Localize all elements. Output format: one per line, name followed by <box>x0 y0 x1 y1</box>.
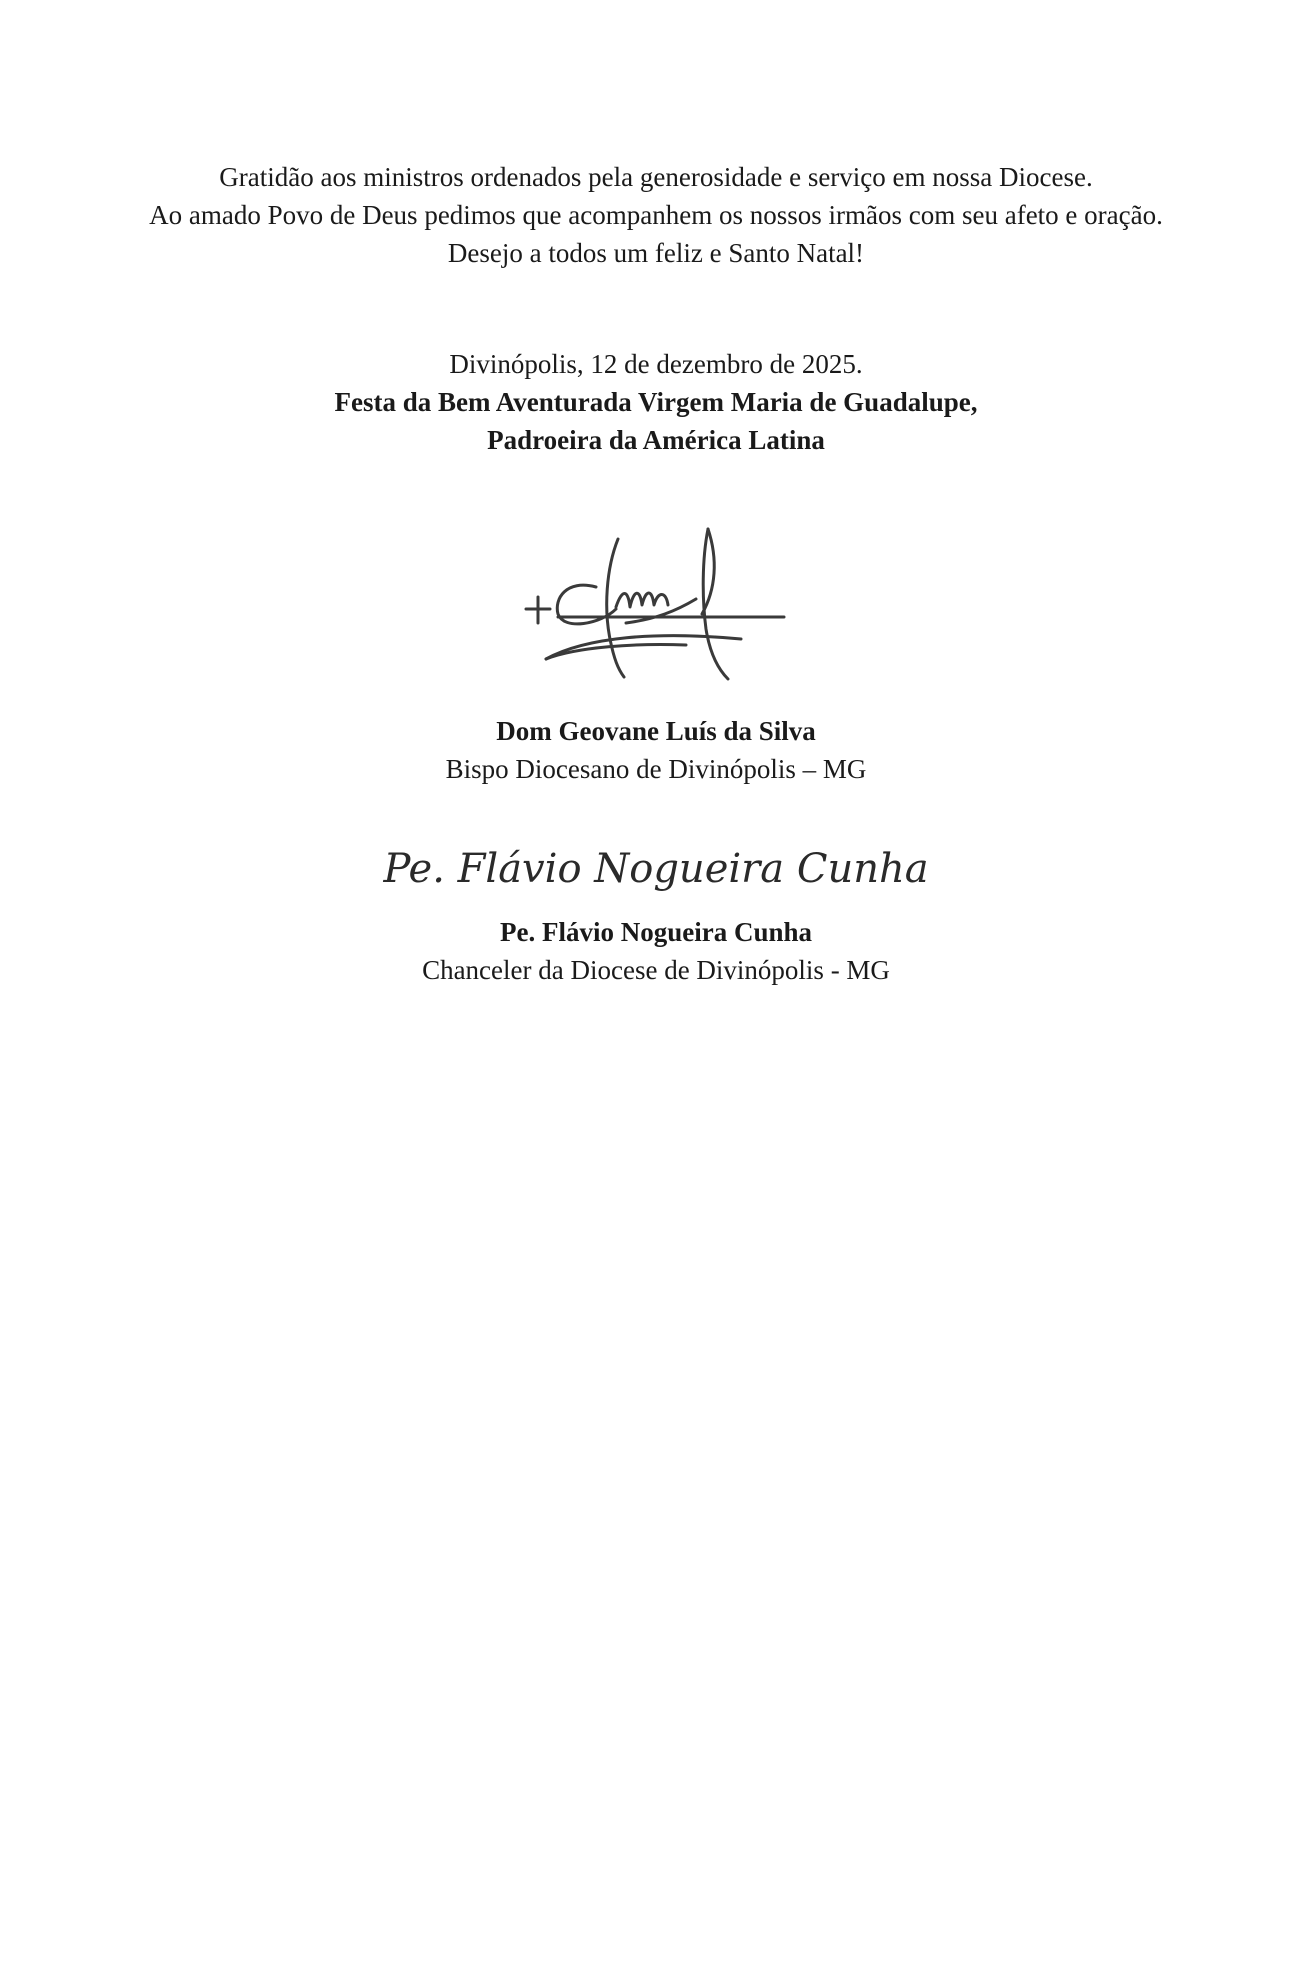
christmas-wish-line: Desejo a todos um feliz e Santo Natal! <box>447 238 865 268</box>
feast-title-line2: Padroeira da América Latina <box>487 425 825 455</box>
bishop-name: Dom Geovane Luís da Silva <box>496 716 816 746</box>
place-date: Divinópolis, 12 de dezembro de 2025. <box>449 349 863 379</box>
dateline-block <box>0 345 1312 459</box>
chancellor-signature-image <box>383 820 929 910</box>
chancellor-block <box>0 913 1312 989</box>
chancellor-name: Pe. Flávio Nogueira Cunha <box>499 917 812 947</box>
feast-title-line1: Festa da Bem Aventurada Virgem Maria de Guadalupe, <box>334 387 978 417</box>
bishop-block <box>0 712 1312 788</box>
request-line: Ao amado Povo de Deus pedimos que acompanhem os nossos irmãos com seu afeto e oração. <box>149 200 1163 230</box>
chancellor-signature <box>0 820 1312 910</box>
chancellor-signature-text: Pe. Flávio Nogueira Cunha <box>383 846 929 892</box>
bishop-signature-image <box>506 519 806 689</box>
gratitude-line: Gratidão aos ministros ordenados pela generosidade e serviço em nossa Diocese. <box>219 162 1093 192</box>
bishop-title: Bispo Diocesano de Divinópolis – MG <box>445 754 867 784</box>
bishop-signature <box>0 519 1312 689</box>
chancellor-title: Chanceler da Diocese de Divinópolis - MG <box>422 955 890 985</box>
closing-paragraph <box>0 158 1312 272</box>
